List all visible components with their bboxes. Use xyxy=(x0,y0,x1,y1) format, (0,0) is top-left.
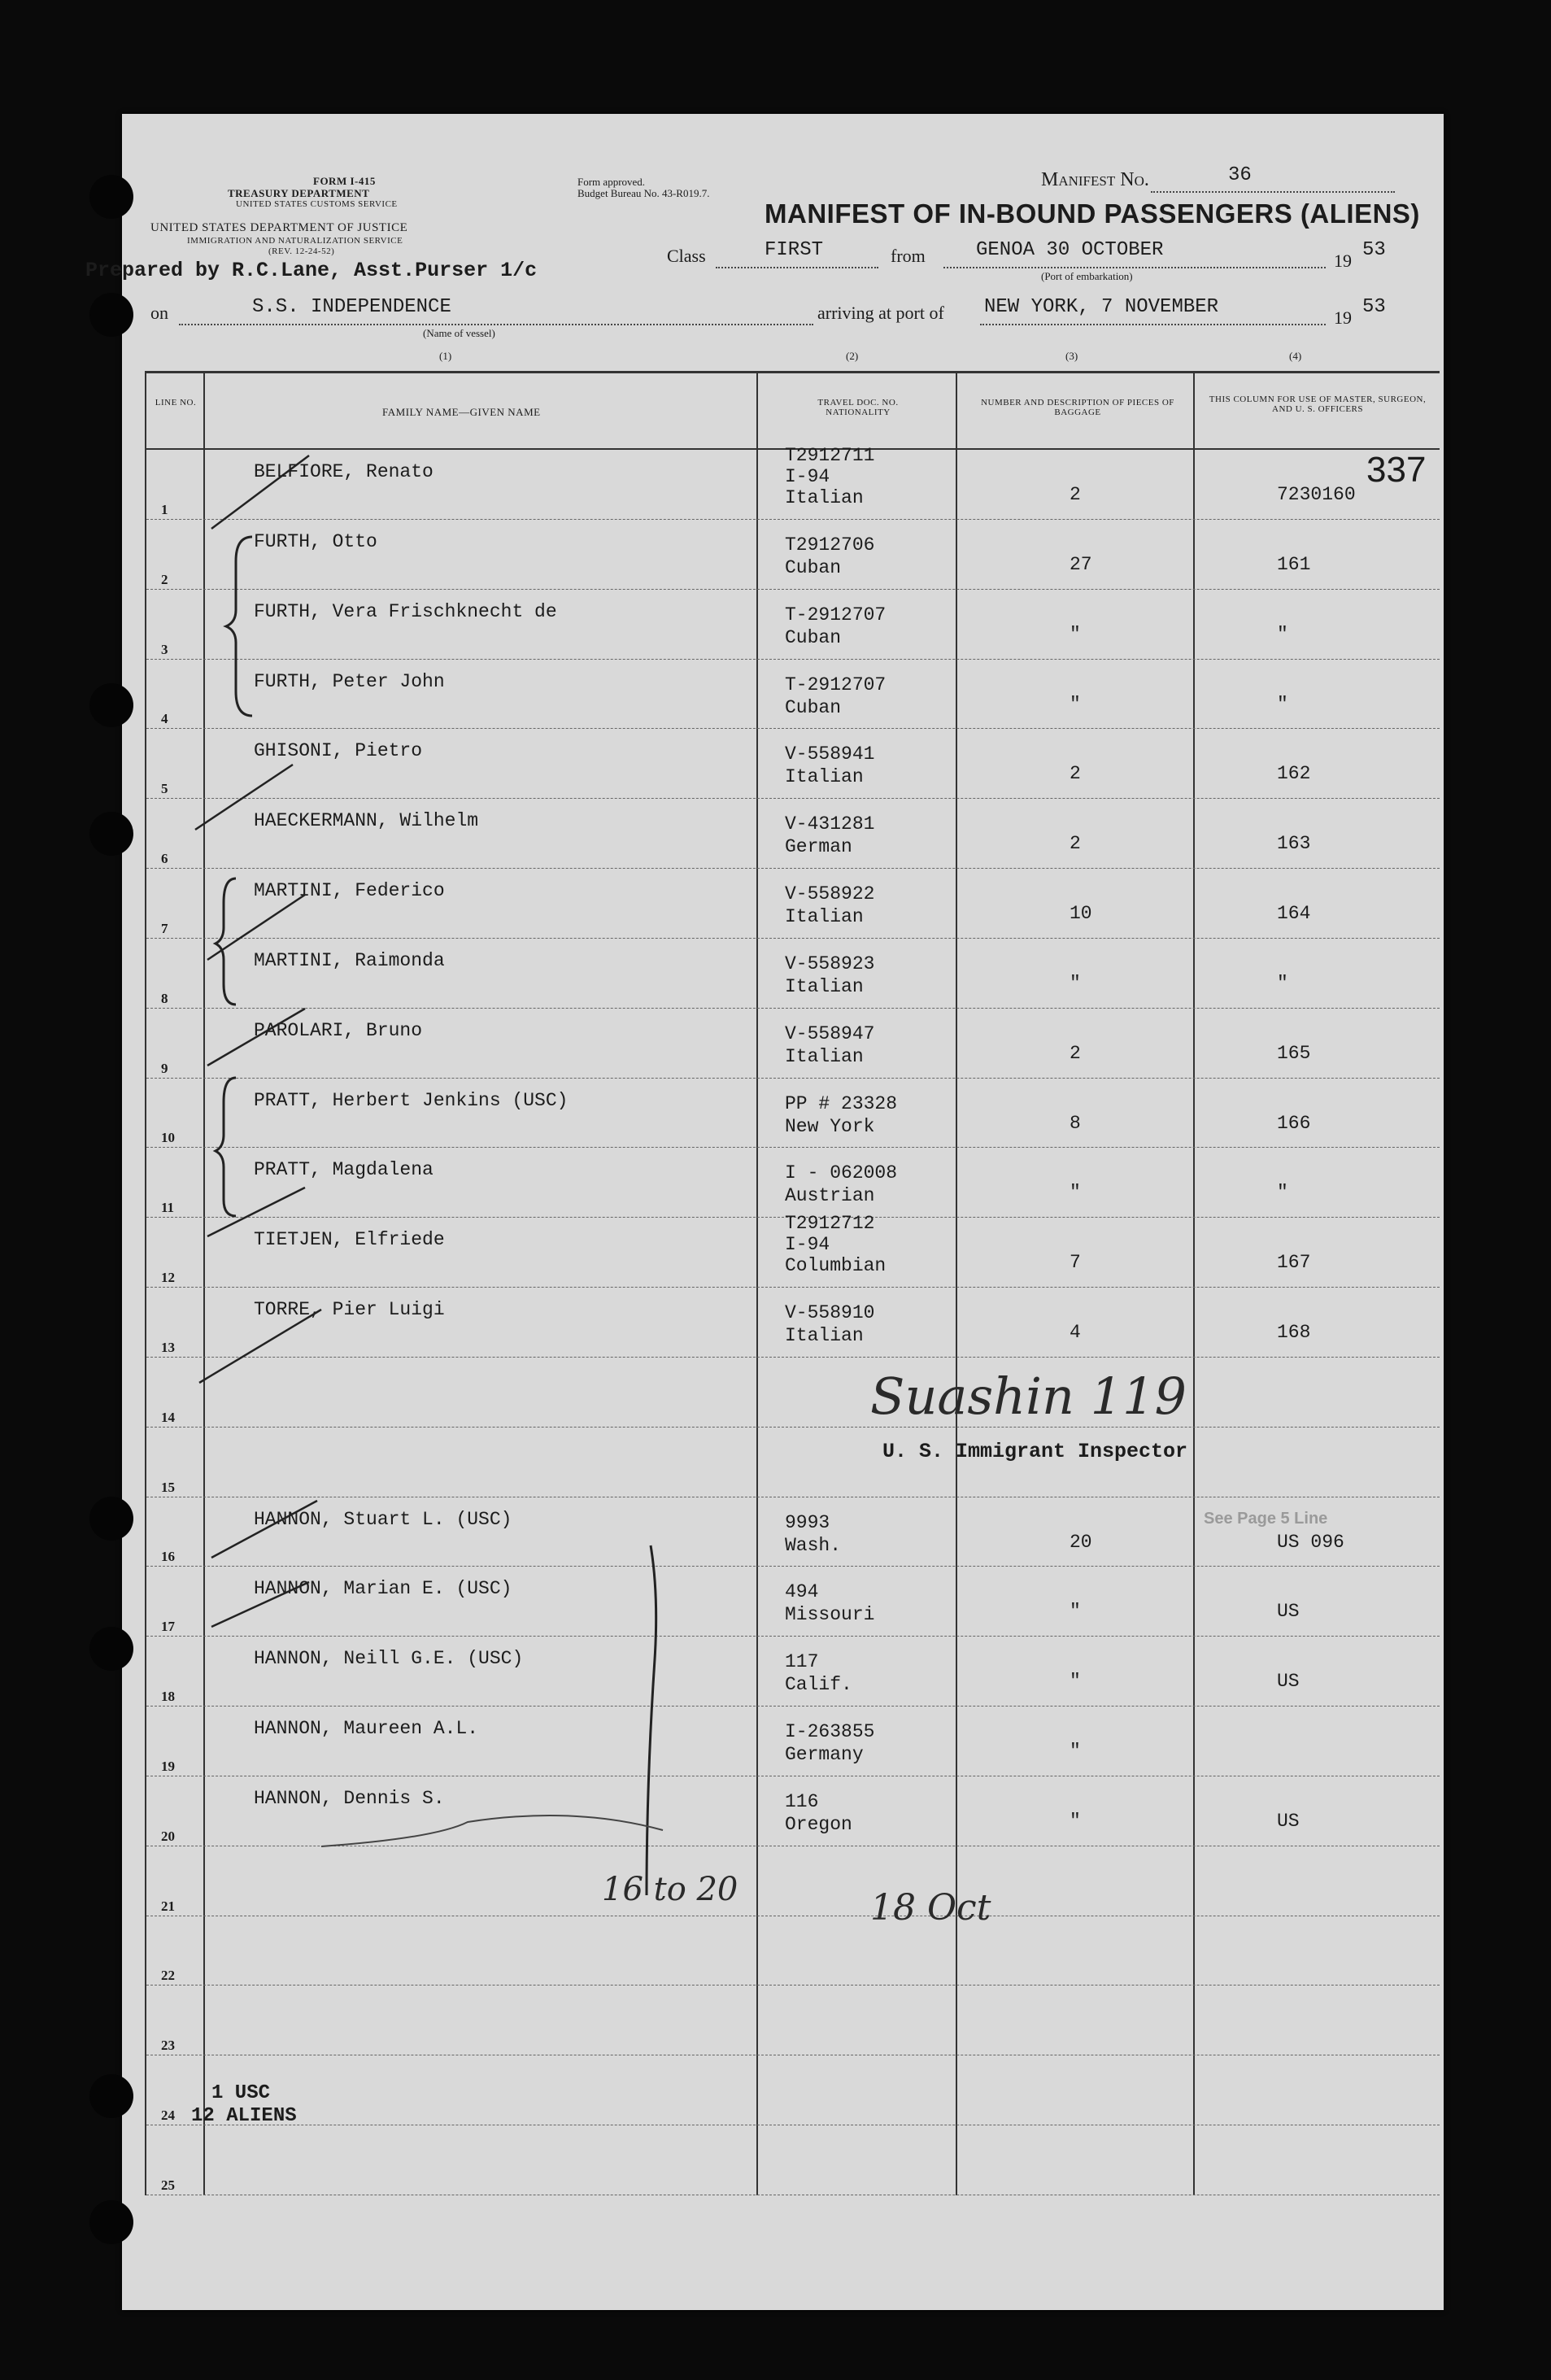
table-row xyxy=(146,1846,1440,1916)
passenger-name: TIETJEN, Elfriede xyxy=(254,1229,445,1251)
inspector-signature: Suashin 119 xyxy=(870,1367,1187,1426)
punch-hole xyxy=(89,293,133,337)
officer-number: 163 xyxy=(1277,833,1311,855)
line-number: 22 xyxy=(161,1968,175,1984)
passenger-name: MARTINI, Federico xyxy=(254,880,445,902)
line-number: 5 xyxy=(161,781,168,797)
line-number: 4 xyxy=(161,711,168,727)
nationality: German xyxy=(785,836,852,858)
travel-doc: T2912712 I-94 xyxy=(785,1213,875,1256)
officer-number: " xyxy=(1277,1182,1288,1204)
travel-doc: I - 062008 xyxy=(785,1162,898,1184)
table-row xyxy=(146,2055,1440,2125)
line-number: 7 xyxy=(161,920,168,936)
travel-doc: V-558941 xyxy=(785,743,875,765)
officer-note: 337 xyxy=(1366,450,1427,490)
line-number: 15 xyxy=(161,1479,175,1495)
passenger-name: MARTINI, Raimonda xyxy=(254,949,445,971)
officer-number: 7230160 xyxy=(1277,484,1356,505)
travel-doc: T2912711 I-94 xyxy=(785,445,875,487)
table-row xyxy=(146,1288,1440,1358)
baggage: " xyxy=(1070,693,1081,715)
table-row xyxy=(146,1707,1440,1776)
line-number: 12 xyxy=(161,1270,175,1286)
form-approved: Form approved. xyxy=(577,176,646,188)
baggage: 2 xyxy=(1070,1042,1081,1064)
table-row xyxy=(146,799,1440,869)
officer-number: US xyxy=(1277,1810,1300,1832)
passenger-name: FURTH, Otto xyxy=(254,530,377,552)
from-value: GENOA 30 OCTOBER xyxy=(976,239,1164,261)
passenger-name: HANNON, Marian E. (USC) xyxy=(254,1578,512,1600)
officer-number: " xyxy=(1277,623,1288,645)
baggage: 2 xyxy=(1070,484,1081,505)
line-number: 18 xyxy=(161,1689,175,1705)
punch-hole xyxy=(89,1497,133,1541)
total-aliens: 12 ALIENS xyxy=(191,2105,297,2127)
passenger-name: HANNON, Neill G.E. (USC) xyxy=(254,1648,524,1670)
punch-hole xyxy=(89,175,133,219)
col-num-1: (1) xyxy=(439,350,452,362)
nationality: Italian xyxy=(785,487,864,508)
officer-number: US xyxy=(1277,1671,1300,1693)
line-number: 8 xyxy=(161,990,168,1006)
treasury-dept: TREASURY DEPARTMENT xyxy=(228,187,370,199)
nationality: New York xyxy=(785,1115,875,1137)
col-num-3: (3) xyxy=(1065,350,1078,362)
initials-note: 18 Oct xyxy=(870,1887,991,1929)
officer-number: 165 xyxy=(1277,1042,1311,1064)
nationality: Cuban xyxy=(785,696,842,718)
baggage: 7 xyxy=(1070,1252,1081,1274)
table-row xyxy=(146,660,1440,730)
table-row xyxy=(146,1637,1440,1707)
baggage: 8 xyxy=(1070,1112,1081,1134)
total-usc: 1 USC xyxy=(211,2082,271,2104)
passenger-name: HAECKERMANN, Wilhelm xyxy=(254,810,479,832)
line-number: 13 xyxy=(161,1339,175,1355)
table-row xyxy=(146,1986,1440,2055)
nationality: Missouri xyxy=(785,1604,875,1626)
passenger-name: FURTH, Peter John xyxy=(254,670,445,692)
passenger-name: TORRE, Pier Luigi xyxy=(254,1299,445,1321)
nationality: Calif. xyxy=(785,1674,852,1696)
customs-service: UNITED STATES CUSTOMS SERVICE xyxy=(236,199,398,209)
baggage: " xyxy=(1070,1182,1081,1204)
form-number: FORM I-415 xyxy=(313,175,376,187)
baggage: " xyxy=(1070,623,1081,645)
doj-label: UNITED STATES DEPARTMENT OF JUSTICE xyxy=(150,221,408,234)
line-number: 16 xyxy=(161,1549,175,1565)
line-number: 19 xyxy=(161,1758,175,1774)
manifest-number: 36 xyxy=(1228,164,1252,186)
nationality: Italian xyxy=(785,906,864,928)
passenger-name: GHISONI, Pietro xyxy=(254,740,423,762)
nationality: Italian xyxy=(785,1325,864,1347)
passenger-name: BELFIORE, Renato xyxy=(254,461,433,482)
travel-doc: V-431281 xyxy=(785,813,875,835)
budget-bureau: Budget Bureau No. 43-R019.7. xyxy=(577,187,710,199)
officer-number: 166 xyxy=(1277,1112,1311,1134)
nationality: Germany xyxy=(785,1744,864,1766)
year-prefix: 19 xyxy=(1334,251,1352,271)
table-row xyxy=(146,1776,1440,1846)
line-number: 1 xyxy=(161,501,168,517)
line-number: 2 xyxy=(161,571,168,587)
punch-hole xyxy=(89,2200,133,2244)
nationality: Austrian xyxy=(785,1185,875,1207)
nationality: Cuban xyxy=(785,626,842,648)
passenger-name: PRATT, Herbert Jenkins (USC) xyxy=(254,1089,569,1111)
line-number: 17 xyxy=(161,1619,175,1635)
manifest-label: Manifest No. xyxy=(1041,169,1149,190)
ins-label: IMMIGRATION AND NATURALIZATION SERVICE xyxy=(187,236,403,246)
on-label: on xyxy=(150,303,168,323)
table-row xyxy=(146,1148,1440,1218)
line-number: 14 xyxy=(161,1409,175,1425)
col-num-4: (4) xyxy=(1289,350,1302,362)
table-rows xyxy=(146,445,1440,2195)
table-row xyxy=(146,1009,1440,1079)
table-row xyxy=(146,1428,1440,1497)
table-row xyxy=(146,445,1440,520)
baggage: " xyxy=(1070,1671,1081,1693)
nationality: Cuban xyxy=(785,556,842,578)
nationality: Wash. xyxy=(785,1534,842,1556)
travel-doc: 116 xyxy=(785,1790,819,1812)
table-row xyxy=(146,1567,1440,1637)
travel-doc: 9993 xyxy=(785,1511,830,1533)
table-row xyxy=(146,729,1440,799)
table-row xyxy=(146,590,1440,660)
nationality: Italian xyxy=(785,975,864,997)
officer-number: 162 xyxy=(1277,763,1311,785)
baggage: 4 xyxy=(1070,1322,1081,1344)
nationality: Oregon xyxy=(785,1813,852,1835)
table-row xyxy=(146,1358,1440,1428)
punch-hole xyxy=(89,2074,133,2118)
baggage: " xyxy=(1070,1810,1081,1832)
line-number: 21 xyxy=(161,1898,175,1914)
arrival-value: NEW YORK, 7 NOVEMBER xyxy=(984,296,1219,318)
nationality: Italian xyxy=(785,766,864,788)
table-row xyxy=(146,2125,1440,2195)
table-row xyxy=(146,1916,1440,1986)
table-row xyxy=(146,520,1440,590)
manifest-sheet xyxy=(85,114,1444,2310)
line-number: 10 xyxy=(161,1130,175,1146)
officer-number: US xyxy=(1277,1601,1300,1623)
travel-doc: T2912706 xyxy=(785,534,875,556)
table-row xyxy=(146,869,1440,939)
passenger-name: HANNON, Stuart L. (USC) xyxy=(254,1508,512,1530)
see-page-stamp: See Page 5 Line xyxy=(1204,1510,1328,1528)
table-row xyxy=(146,939,1440,1009)
line-number: 25 xyxy=(161,2177,175,2193)
line-number: 9 xyxy=(161,1060,168,1076)
punch-hole xyxy=(89,1627,133,1671)
nationality: Columbian xyxy=(785,1255,887,1277)
travel-doc: I-263855 xyxy=(785,1721,875,1743)
officer-number: 161 xyxy=(1277,553,1311,575)
header-line-no: LINE NO. xyxy=(155,398,197,408)
nationality: Italian xyxy=(785,1045,864,1067)
prepared-by: Prepared by R.C.Lane, Asst.Purser 1/c xyxy=(85,259,538,282)
travel-doc: T-2912707 xyxy=(785,604,887,626)
vessel-note: (Name of vessel) xyxy=(423,327,495,339)
class-value: FIRST xyxy=(765,239,824,261)
punch-hole xyxy=(89,812,133,856)
lines-note: 16 to 20 xyxy=(602,1871,738,1908)
passenger-name: HANNON, Maureen A.L. xyxy=(254,1718,479,1740)
header-name: FAMILY NAME—GIVEN NAME xyxy=(382,406,541,418)
from-label: from xyxy=(891,246,926,266)
line-number: 20 xyxy=(161,1828,175,1844)
officer-number: " xyxy=(1277,972,1288,994)
baggage: 10 xyxy=(1070,903,1092,925)
inspector-label: U. S. Immigrant Inspector xyxy=(882,1440,1188,1463)
travel-doc: T-2912707 xyxy=(785,673,887,695)
header-officers: THIS COLUMN FOR USE OF MASTER, SURGEON, AND U. S. OFFICERS xyxy=(1209,394,1427,414)
table-row xyxy=(146,1079,1440,1149)
year-value-2: 53 xyxy=(1362,296,1386,318)
port-note: (Port of embarkation) xyxy=(1041,270,1133,282)
year-prefix-2: 19 xyxy=(1334,307,1352,328)
manifest-title: MANIFEST OF IN-BOUND PASSENGERS (ALIENS) xyxy=(765,198,1420,229)
officer-number: 168 xyxy=(1277,1322,1311,1344)
baggage: " xyxy=(1070,1601,1081,1623)
travel-doc: V-558910 xyxy=(785,1302,875,1324)
baggage: " xyxy=(1070,972,1081,994)
officer-number: US 096 xyxy=(1277,1531,1344,1553)
line-number: 23 xyxy=(161,2038,175,2054)
vessel-name: S.S. INDEPENDENCE xyxy=(252,296,451,318)
table-row xyxy=(146,1497,1440,1567)
passenger-name: HANNON, Dennis S. xyxy=(254,1787,445,1809)
travel-doc: V-558923 xyxy=(785,952,875,974)
class-label: Class xyxy=(667,246,706,266)
travel-doc: PP # 23328 xyxy=(785,1092,898,1114)
baggage: 20 xyxy=(1070,1531,1092,1553)
col-num-2: (2) xyxy=(846,350,859,362)
baggage: 2 xyxy=(1070,833,1081,855)
passenger-table xyxy=(145,371,1440,2195)
header-baggage: NUMBER AND DESCRIPTION OF PIECES OF BAGGAGE xyxy=(981,398,1174,417)
travel-doc: V-558922 xyxy=(785,883,875,905)
year-value: 53 xyxy=(1362,239,1386,261)
passenger-name: PRATT, Magdalena xyxy=(254,1159,433,1181)
officer-number: 167 xyxy=(1277,1252,1311,1274)
travel-doc: V-558947 xyxy=(785,1022,875,1044)
passenger-name: FURTH, Vera Frischknecht de xyxy=(254,600,557,622)
baggage: 2 xyxy=(1070,763,1081,785)
rev-label: (REV. 12-24-52) xyxy=(268,246,335,256)
arriving-label: arriving at port of xyxy=(817,303,944,323)
officer-number: " xyxy=(1277,693,1288,715)
passenger-name: PAROLARI, Bruno xyxy=(254,1019,423,1041)
table-row xyxy=(146,1213,1440,1288)
line-number: 6 xyxy=(161,851,168,867)
header-travel: TRAVEL DOC. NO. NATIONALITY xyxy=(817,398,899,417)
line-number: 11 xyxy=(161,1200,175,1216)
line-number: 3 xyxy=(161,641,168,657)
baggage: 27 xyxy=(1070,553,1092,575)
line-number: 24 xyxy=(161,2108,175,2124)
baggage: " xyxy=(1070,1741,1081,1763)
officer-number: 164 xyxy=(1277,903,1311,925)
travel-doc: 117 xyxy=(785,1651,819,1673)
punch-hole xyxy=(89,683,133,727)
travel-doc: 494 xyxy=(785,1581,819,1603)
